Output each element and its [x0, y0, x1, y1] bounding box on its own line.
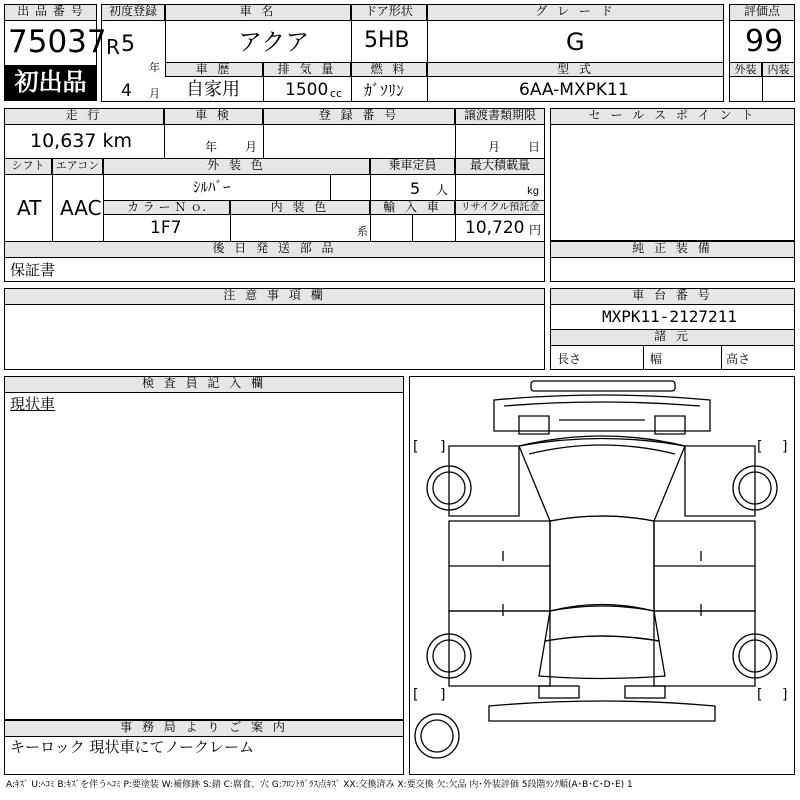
displacement-value: 1500 — [285, 80, 329, 100]
exterior-label: 外装 — [729, 62, 762, 77]
office-value: キーロック 現状車にてノークレーム — [10, 738, 255, 756]
inspection-month: 月 — [245, 140, 258, 154]
month-unit: 月 — [149, 87, 160, 100]
era: R — [106, 35, 120, 59]
dims-label: 諸 元 — [550, 329, 795, 346]
inspector-value: 現状車 — [10, 395, 56, 413]
door-label: ドア形状 — [351, 4, 427, 21]
max-load-label: 最大積載量 — [455, 158, 545, 175]
divider — [427, 4, 428, 102]
aircon-label: エアコン — [52, 158, 103, 175]
capacity-unit: 人 — [436, 183, 449, 197]
car-diagram — [409, 376, 795, 775]
chassis-value: MXPK11-2127211 — [602, 307, 737, 326]
mileage-label: 走 行 — [4, 108, 164, 125]
inspection-label: 車 検 — [164, 108, 263, 125]
color-no-label: カ ラ ー Ｎ ｏ. — [103, 200, 230, 215]
divider — [330, 175, 331, 200]
bracket-rr-close: ] — [782, 687, 788, 703]
inspector-label: 検 査 員 記 入 欄 — [4, 376, 404, 393]
bracket-fl-close: ] — [440, 439, 446, 455]
reg-year: 5 — [121, 32, 135, 57]
score-value: 99 — [745, 24, 784, 59]
roof — [550, 516, 654, 611]
reg-no-label: 登 録 番 号 — [263, 108, 455, 125]
ext-color-label: 外 装 色 — [103, 158, 370, 175]
recycle-value: 10,720 — [465, 218, 525, 238]
model-label: 型 式 — [427, 62, 724, 77]
transfer-day: 日 — [528, 140, 541, 154]
divider — [263, 62, 264, 102]
year-unit: 年 — [149, 61, 160, 74]
rear-bumper — [489, 701, 715, 721]
divider — [762, 62, 763, 102]
max-load-unit: kg — [527, 186, 540, 197]
mileage-value: 10,637 km — [30, 130, 133, 152]
transfer-month: 月 — [488, 140, 501, 154]
bracket-rr: [ — [757, 687, 763, 703]
interior-label: 内装 — [762, 62, 795, 77]
legend: A:ｷｽﾞ U:ﾍｺﾐ B:ｷｽﾞを伴うﾍｺﾐ P:要塗装 W:補修跡 S:錆 C:腐食、穴 G:ﾌﾛﾝﾄｶﾞﾗｽ点ｷｽﾞ XX:交換済み X:要交換 欠:欠品 内･外装評価 5段階ﾗﾝｸ順(A･B･C･D･E) 1 — [6, 780, 633, 790]
bracket-fl: [ — [413, 439, 419, 455]
bracket-rl-close: ] — [440, 687, 446, 703]
recycle-unit: 円 — [529, 223, 542, 237]
rear-lamp-left — [539, 686, 579, 698]
bracket-fr-close: ] — [782, 439, 788, 455]
capacity-value: 5 — [410, 179, 421, 198]
car-name-value: アクア — [238, 28, 310, 56]
shift-label: シフト — [4, 158, 52, 175]
first-reg-label: 初度登録 — [101, 4, 165, 21]
sales-point-label: セ ー ル ス ポ イ ン ト — [550, 108, 795, 125]
grade-label: グ レ ー ド — [427, 4, 724, 21]
lot-number: 75037 — [8, 24, 107, 60]
capacity-label: 乗車定員 — [370, 158, 455, 175]
aircon-value: AAC — [60, 196, 102, 220]
dims-width: 幅 — [650, 352, 663, 366]
grade-value: G — [566, 28, 585, 56]
notes-label: 注 意 事 項 欄 — [4, 288, 545, 305]
reg-month: 4 — [121, 81, 132, 101]
color-no-value: 1F7 — [150, 218, 182, 238]
shift-value: AT — [17, 196, 42, 220]
inspector-box — [4, 376, 404, 720]
body-outline — [449, 446, 519, 516]
score-label: 評価点 — [729, 4, 795, 21]
divider — [721, 346, 722, 370]
divider — [52, 158, 53, 241]
int-color-unit: 系 — [357, 225, 368, 238]
door-value: 5HB — [364, 28, 410, 53]
later-parts-label: 後 日 発 送 部 品 — [4, 241, 545, 258]
first-listing-badge: 初出品 — [5, 65, 96, 100]
genuine-label: 純 正 装 備 — [550, 241, 795, 258]
import-label: 輸 入 車 — [370, 200, 455, 215]
int-color-label: 内 装 色 — [230, 200, 370, 215]
fuel-value: ｶﾞｿﾘﾝ — [364, 81, 405, 100]
lot-label: 出 品 番 号 — [4, 4, 97, 21]
trunk — [539, 636, 665, 679]
divider — [230, 200, 231, 241]
divider — [164, 108, 165, 158]
divider — [643, 346, 644, 370]
rear-lamp-right — [625, 686, 665, 698]
recycle-label: リサイクル預託金 — [455, 200, 545, 215]
model-value: 6AA-MXPK11 — [519, 80, 629, 100]
sales-point-box — [550, 108, 795, 241]
bracket-rl: [ — [413, 687, 419, 703]
dims-height: 高さ — [726, 352, 751, 366]
office-label: 事 務 局 よ り ご 案 内 — [4, 720, 404, 737]
chassis-label: 車 台 番 号 — [550, 288, 795, 305]
divider — [263, 108, 264, 158]
history-label: 車 歴 — [165, 62, 263, 77]
inspection-year: 年 — [205, 140, 218, 154]
car-name-label: 車 名 — [165, 4, 351, 21]
divider — [412, 215, 413, 241]
fuel-label: 燃 料 — [351, 62, 427, 77]
ext-color-value: ｼﾙﾊﾞｰ — [193, 178, 231, 196]
transfer-label: 譲渡書類期限 — [455, 108, 545, 125]
divider — [165, 4, 166, 64]
hood — [494, 395, 710, 431]
bracket-fr: [ — [757, 439, 763, 455]
dims-length: 長さ — [557, 352, 582, 366]
divider — [455, 108, 456, 158]
displacement-label: 排 気 量 — [263, 62, 351, 77]
history-value: 自家用 — [186, 79, 240, 100]
displacement-unit: cc — [330, 87, 343, 100]
divider — [351, 4, 352, 102]
front-bumper — [531, 381, 675, 391]
windshield — [519, 436, 685, 521]
later-parts-value: 保証書 — [10, 261, 56, 279]
